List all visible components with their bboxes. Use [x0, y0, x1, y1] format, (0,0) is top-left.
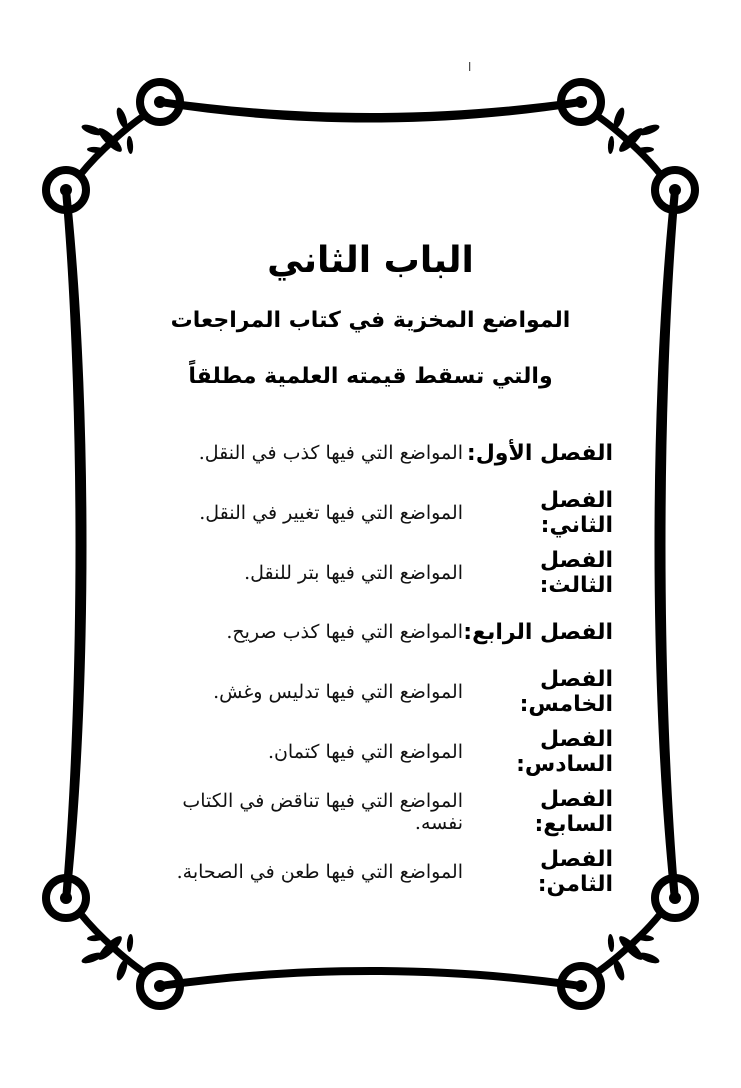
page-subtitle-line2: والتي تسقط قيمته العلمية مطلقاً	[188, 364, 553, 389]
chapter-8	[133, 847, 613, 897]
chapter-description: المواضع التي فيها تغيير في النقل.	[199, 502, 463, 524]
chapter-description: المواضع التي فيها بتر للنقل.	[244, 562, 463, 584]
chapter-description: المواضع التي فيها كتمان.	[267, 741, 463, 763]
chapter-label: الفصل الرابع:	[463, 619, 613, 645]
chapter-label: الفصل الثالث:	[539, 548, 613, 598]
chapter-3	[133, 548, 613, 598]
chapter-label: الفصل الأول:	[466, 440, 613, 466]
chapter-4	[133, 612, 613, 652]
top-mark: ا	[468, 60, 472, 74]
chapter-7	[133, 787, 613, 837]
page-subtitle-line1: المواضع المخزية في كتاب المراجعات	[170, 308, 571, 333]
chapter-label: الفصل الثامن:	[537, 847, 613, 897]
chapter-description: المواضع التي فيها كذب في النقل.	[198, 442, 463, 464]
chapter-description: المواضع التي فيها طعن في الصحابة.	[176, 861, 463, 883]
chapter-6	[133, 727, 613, 777]
chapter-label: الفصل السابع:	[534, 787, 613, 837]
chapter-5	[133, 667, 613, 717]
chapter-label: الفصل الثاني:	[540, 488, 613, 538]
chapter-2	[133, 488, 613, 538]
chapter-description: المواضع التي فيها تدليس وغش.	[213, 681, 463, 703]
chapter-label: الفصل الخامس:	[519, 667, 613, 717]
page-title: الباب الثاني	[267, 240, 474, 281]
chapter-1	[133, 433, 613, 473]
chapter-label: الفصل السادس:	[516, 727, 613, 777]
chapter-description: المواضع التي فيها كذب صريح.	[226, 621, 463, 643]
chapter-description: المواضع التي فيها تناقض في الكتاب نفسه.	[182, 790, 463, 834]
